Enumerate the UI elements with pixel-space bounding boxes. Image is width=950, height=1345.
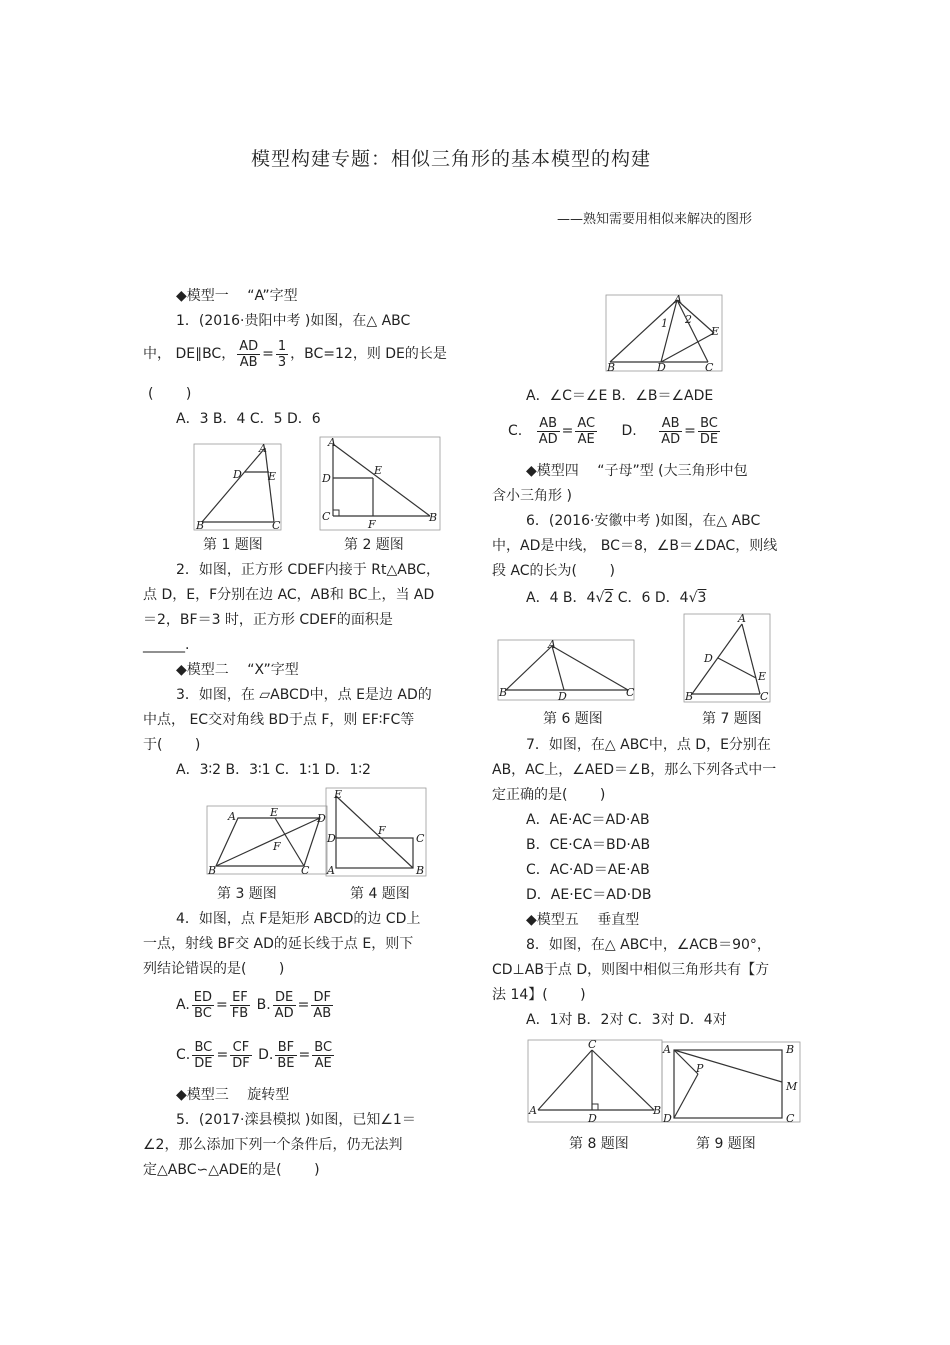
figure-q3 (205, 804, 329, 876)
figure-q7 (682, 612, 772, 704)
q4-d-frac2: $\frac{BC}{AE}$ (314, 1039, 333, 1071)
caption-fig6: 第 6 题图 (543, 711, 603, 727)
q6-line1: 6．(2016·安徽中考 )如图，在△ ABC (526, 513, 761, 529)
figure-q9 (660, 1040, 802, 1124)
fig8-label-a: A (529, 1104, 537, 1117)
fig4-label-c: C (416, 832, 425, 845)
caption-fig4: 第 4 题图 (350, 886, 410, 902)
fig8-label-d: D (588, 1112, 597, 1124)
model-4-heading-cont: 含小三角形 ) (492, 488, 572, 504)
fig6-label-b: B (499, 686, 508, 699)
q4-d-frac1: $\frac{BF}{BE}$ (277, 1039, 295, 1071)
fig4-label-f: F (378, 824, 386, 837)
q6-radicand-2: 2 (604, 590, 614, 606)
fig2-label-a: A (328, 436, 336, 449)
fig7-label-d: D (704, 652, 713, 665)
fig5-label-d: D (657, 361, 666, 373)
fig9-label-b: B (786, 1043, 795, 1056)
q1-fraction-1-3: $\frac{1}{3}$ (277, 338, 287, 370)
q1-fraction-ad-ab: $\frac{AD}{AB}$ (239, 338, 259, 370)
q5-line3: 定△ABC∽△ADE的是( ) (143, 1162, 320, 1178)
fig2-label-b: B (429, 511, 438, 524)
fig4-label-a: A (327, 864, 335, 877)
figure-q2 (318, 436, 442, 532)
q7-option-b: B．CE·CA＝BD·AB (526, 837, 651, 853)
fig9-label-p: P (696, 1062, 704, 1075)
fig1-label-b: B (196, 519, 205, 532)
q7-line3: 定正确的是( ) (492, 787, 606, 803)
q4-b-frac2: $\frac{DF}{AB}$ (313, 989, 332, 1021)
q5-d-frac2: $\frac{BC}{DE}$ (699, 415, 719, 447)
q7-option-d: D．AE·EC＝AD·DB (526, 887, 652, 903)
q1-options: A．3 B．4 C．5 D．6 (176, 411, 321, 427)
fig4-label-e: E (334, 788, 343, 801)
q7-option-c: C．AC·AD＝AE·AB (526, 862, 650, 878)
fig5-label-b: B (607, 361, 616, 373)
q4-options-ab: A. $\frac{ED}{BC}$ = $\frac{EF}{FB}$ B. $\frac{DE}{AD}$ = $\frac{DF}{AB}$ (176, 989, 332, 1021)
fig1-label-c: C (272, 519, 281, 532)
q4-line2: 一点，射线 BF交 AD的延长线于点 E，则下 (143, 936, 414, 952)
q1-line2: 中， DE∥BC， $\frac{AD}{AB}$ = $\frac{1}{3}$ ，BC=12，则 DE的长是 (143, 338, 447, 370)
fig5-label-1: 1 (661, 317, 668, 330)
model-4-heading: ◆模型四 “子母”型 (大三角形中包 (526, 463, 748, 479)
q3-line3: 于( ) (143, 737, 201, 753)
q2-line2: 点 D，E，F分别在边 AC，AB和 BC上，当 AD (143, 587, 435, 603)
q6-line2: 中，AD是中线， BC＝8，∠B＝∠DAC，则线 (492, 538, 778, 554)
fig7-label-b: B (685, 690, 694, 703)
q8-options: A．1对 B．2对 C．3对 D．4对 (526, 1012, 727, 1028)
q4-c-frac1: $\frac{BC}{DE}$ (194, 1039, 213, 1071)
q4-options-cd: C. $\frac{BC}{DE}$ = $\frac{CF}{DF}$ D. $\frac{BF}{BE}$ = $\frac{BC}{AE}$ (176, 1039, 333, 1071)
q1-answer-blank: ( ) (148, 386, 192, 402)
fig5-label-2: 2 (685, 313, 692, 326)
q2-line3: ＝2，BF＝3 时，正方形 CDEF的面积是 (143, 612, 393, 628)
fig2-label-f: F (368, 518, 376, 531)
q5-c-frac1: $\frac{AB}{AD}$ (538, 415, 558, 447)
q7-line2: AB，AC上，∠AED＝∠B，那么下列各式中一 (492, 762, 777, 778)
q8-line1: 8．如图，在△ ABC中，∠ACB＝90°， (526, 937, 771, 953)
q5-d-frac1: $\frac{AB}{AD}$ (661, 415, 681, 447)
fig1-label-d: D (233, 468, 242, 481)
caption-fig3: 第 3 题图 (217, 886, 277, 902)
figure-q8 (526, 1038, 664, 1124)
fig7-label-e: E (758, 670, 767, 683)
q3-options: A．3∶2 B．3∶1 C．1∶1 D．1∶2 (176, 762, 371, 778)
q4-c-frac2: $\frac{CF}{DF}$ (232, 1039, 250, 1071)
model-3-heading: ◆模型三 旋转型 (176, 1087, 290, 1103)
caption-fig7: 第 7 题图 (702, 711, 762, 727)
model-5-heading: ◆模型五 垂直型 (526, 912, 640, 928)
fig5-label-a: A (674, 293, 682, 306)
q2-line1: 2．如图，正方形 CDEF内接于 Rt△ABC， (176, 562, 440, 578)
q4-a-frac1: $\frac{ED}{BC}$ (193, 989, 213, 1021)
fig2-label-e: E (374, 464, 383, 477)
q1-line1: 1．(2016·贵阳中考 )如图，在△ ABC (176, 313, 411, 329)
fig3-label-d: D (317, 812, 326, 825)
fig8-label-c: C (588, 1038, 597, 1051)
fig7-label-a: A (738, 612, 746, 625)
q4-line3: 列结论错误的是( ) (143, 961, 285, 977)
q8-line2: CD⊥AB于点 D，则图中相似三角形共有【方 (492, 962, 770, 978)
q2-blank: ______. (143, 637, 190, 653)
q6-options: A．4 B．4√2 C．6 D．4√3 (526, 590, 707, 606)
q7-line1: 7．如图，在△ ABC中，点 D，E分别在 (526, 737, 771, 753)
fig1-label-e: E (268, 470, 277, 483)
q5-options-cd: C. $\frac{AB}{AD}$ = $\frac{AC}{AE}$ D. $\frac{AB}{AD}$ = $\frac{BC}{DE}$ (508, 415, 719, 447)
q4-line1: 4．如图，点 F是矩形 ABCD的边 CD上 (176, 911, 421, 927)
page-subtitle: ——熟知需要用相似来解决的图形 (557, 212, 753, 227)
fig6-label-d: D (558, 690, 567, 702)
model-1-heading: ◆模型一 “A”字型 (176, 288, 298, 304)
q4-b-frac1: $\frac{DE}{AD}$ (274, 989, 294, 1021)
caption-fig2: 第 2 题图 (344, 537, 404, 553)
fig3-label-b: B (208, 864, 217, 876)
fig3-label-c: C (301, 864, 310, 876)
fig9-label-d: D (663, 1112, 672, 1124)
fig7-label-c: C (760, 690, 769, 703)
q1-text-pre: 中， DE∥BC， (143, 346, 236, 362)
q5-line1: 5．(2017·滦县模拟 )如图，已知∠1＝ (176, 1112, 416, 1128)
fig9-label-a: A (663, 1043, 671, 1056)
q5-options-ab: A．∠C＝∠E B．∠B＝∠ADE (526, 388, 714, 404)
fig6-label-c: C (626, 686, 635, 699)
q8-line3: 法 14】( ) (492, 987, 586, 1003)
figure-q5 (604, 293, 724, 373)
fig4-label-b: B (416, 864, 425, 877)
fig4-label-d: D (327, 832, 336, 845)
q5-line2: ∠2，那么添加下列一个条件后，仍无法判 (143, 1137, 403, 1153)
fig3-label-e: E (270, 806, 279, 819)
fig1-label-a: A (259, 442, 267, 455)
caption-fig8: 第 8 题图 (569, 1136, 629, 1152)
figure-q1 (193, 440, 283, 532)
fig3-label-a: A (228, 810, 236, 823)
model-2-heading: ◆模型二 “X”字型 (176, 662, 299, 678)
fig5-label-c: C (705, 361, 714, 373)
q3-line1: 3．如图，在 ▱ABCD中，点 E是边 AD的 (176, 687, 432, 703)
fig3-label-f: F (273, 840, 281, 853)
figure-q4 (324, 786, 428, 878)
fig9-label-c: C (786, 1112, 795, 1124)
fig2-label-d: D (322, 472, 331, 485)
q6-radicand-3: 3 (697, 590, 707, 606)
figure-q6 (496, 638, 636, 702)
fig9-label-m: M (786, 1080, 798, 1093)
q3-line2: 中点， EC交对角线 BD于点 F，则 EF∶FC等 (143, 712, 415, 728)
caption-fig1: 第 1 题图 (203, 537, 263, 553)
q4-a-frac2: $\frac{EF}{FB}$ (231, 989, 249, 1021)
fig5-label-e: E (711, 325, 720, 338)
q1-text-post: ，BC=12，则 DE的长是 (290, 346, 447, 362)
fig6-label-a: A (548, 638, 556, 651)
fig8-label-b: B (653, 1104, 662, 1117)
q7-option-a: A．AE·AC＝AD·AB (526, 812, 650, 828)
caption-fig9: 第 9 题图 (696, 1136, 756, 1152)
page-title: 模型构建专题：相似三角形的基本模型的构建 (251, 148, 652, 170)
fig2-label-c: C (322, 510, 331, 523)
q5-c-frac2: $\frac{AC}{AE}$ (577, 415, 596, 447)
q6-line3: 段 AC的长为( ) (492, 563, 615, 579)
